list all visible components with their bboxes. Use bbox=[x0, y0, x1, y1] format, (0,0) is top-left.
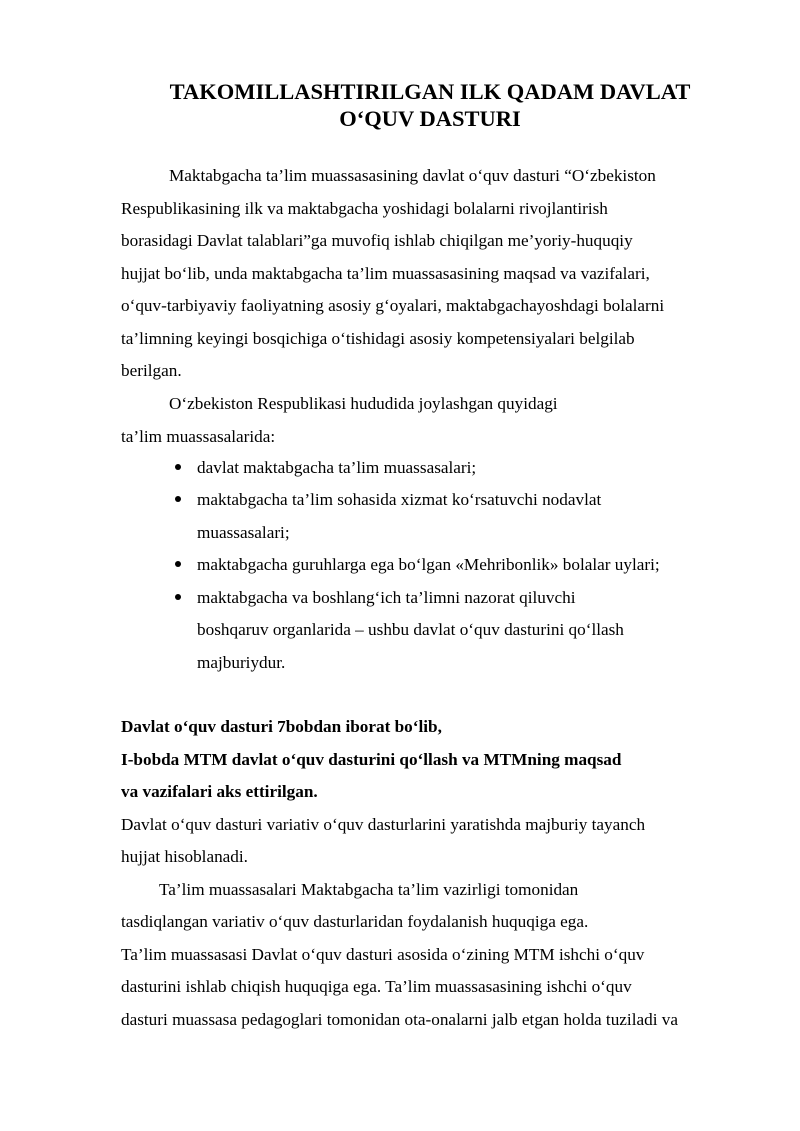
document-title bbox=[110, 78, 750, 132]
title-line-1: TAKOMILLASHTIRILGAN ILK QADAM DAVLAT bbox=[169, 79, 691, 104]
para1-line-4: hujjat bo‘lib, unda maktabgacha ta’lim muassasasining maqsad va vazifalari, bbox=[121, 264, 650, 283]
para3-line-2: hujjat hisoblanadi. bbox=[121, 847, 248, 866]
bullet-dot-icon bbox=[175, 496, 181, 502]
list-item-text: maktabgacha va boshlang‘ich ta’limni nazorat qiluvchi bbox=[197, 588, 576, 607]
para1-line-2: Respublikasining ilk va maktabgacha yoshidagi bolalarni rivojlantirish bbox=[121, 199, 608, 218]
bold-para-line-3: va vazifalari aks ettirilgan. bbox=[121, 782, 318, 801]
para3-line-1: Davlat o‘quv dasturi variativ o‘quv dasturlarini yaratishda majburiy tayanch bbox=[121, 815, 646, 834]
para2-line-1: O‘zbekiston Respublikasi hududida joylashgan quyidagi bbox=[169, 394, 558, 413]
list-item-text: maktabgacha guruhlarga ega bo‘lgan «Mehribonlik» bolalar uylari; bbox=[197, 555, 660, 574]
para5-line-2: dasturini ishlab chiqish huquqiga ega. Ta’lim muassasasining ishchi o‘quv bbox=[121, 977, 632, 996]
para1-line-5: o‘quv-tarbiyaviy faoliyatning asosiy g‘oyalari, maktabgachayoshdagi bolalarni bbox=[121, 296, 665, 315]
para5-line-1: Ta’lim muassasasi Davlat o‘quv dasturi asosida o‘zining MTM ishchi o‘quv bbox=[121, 945, 645, 964]
para4-line-2: tasdiqlangan variativ o‘quv dasturlaridan foydalanish huquqiga ega. bbox=[121, 912, 589, 931]
list-item-text-cont: majburiydur. bbox=[197, 653, 286, 672]
para5-line-3: dasturi muassasa pedagoglari tomonidan ota-onalarni jalb etgan holda tuziladi va bbox=[121, 1010, 678, 1029]
title-line-2: O‘QUV DASTURI bbox=[339, 106, 521, 131]
para2-line-2: ta’lim muassasalarida: bbox=[121, 427, 276, 446]
list-item-text-cont: boshqaruv organlarida – ushbu davlat o‘quv dasturini qo‘llash bbox=[197, 620, 624, 639]
bullet-dot-icon bbox=[175, 464, 181, 470]
list-item-text: maktabgacha ta’lim sohasida xizmat ko‘rsatuvchi nodavlat bbox=[197, 490, 602, 509]
bold-para-line-1: Davlat o‘quv dasturi 7bobdan iborat bo‘lib, bbox=[121, 717, 442, 736]
para4-line-1: Ta’lim muassasalari Maktabgacha ta’lim vazirligi tomonidan bbox=[159, 880, 579, 899]
bold-para-line-2: I-bobda MTM davlat o‘quv dasturini qo‘llash va MTMning maqsad bbox=[121, 750, 622, 769]
para1-line-1: Maktabgacha ta’lim muassasasining davlat o‘quv dasturi “O‘zbekiston bbox=[169, 166, 656, 185]
para1-line-7: berilgan. bbox=[121, 361, 182, 380]
list-item-text: davlat maktabgacha ta’lim muassasalari; bbox=[197, 458, 477, 477]
para1-line-3: borasidagi Davlat talablari”ga muvofiq ishlab chiqilgan me’yoriy-huquqiy bbox=[121, 231, 633, 250]
bullet-dot-icon bbox=[175, 561, 181, 567]
bullet-dot-icon bbox=[175, 594, 181, 600]
list-item-text-cont: muassasalari; bbox=[197, 523, 290, 542]
para1-line-6: ta’limning keyingi bosqichiga o‘tishidagi asosiy kompetensiyalari belgilab bbox=[121, 329, 635, 348]
